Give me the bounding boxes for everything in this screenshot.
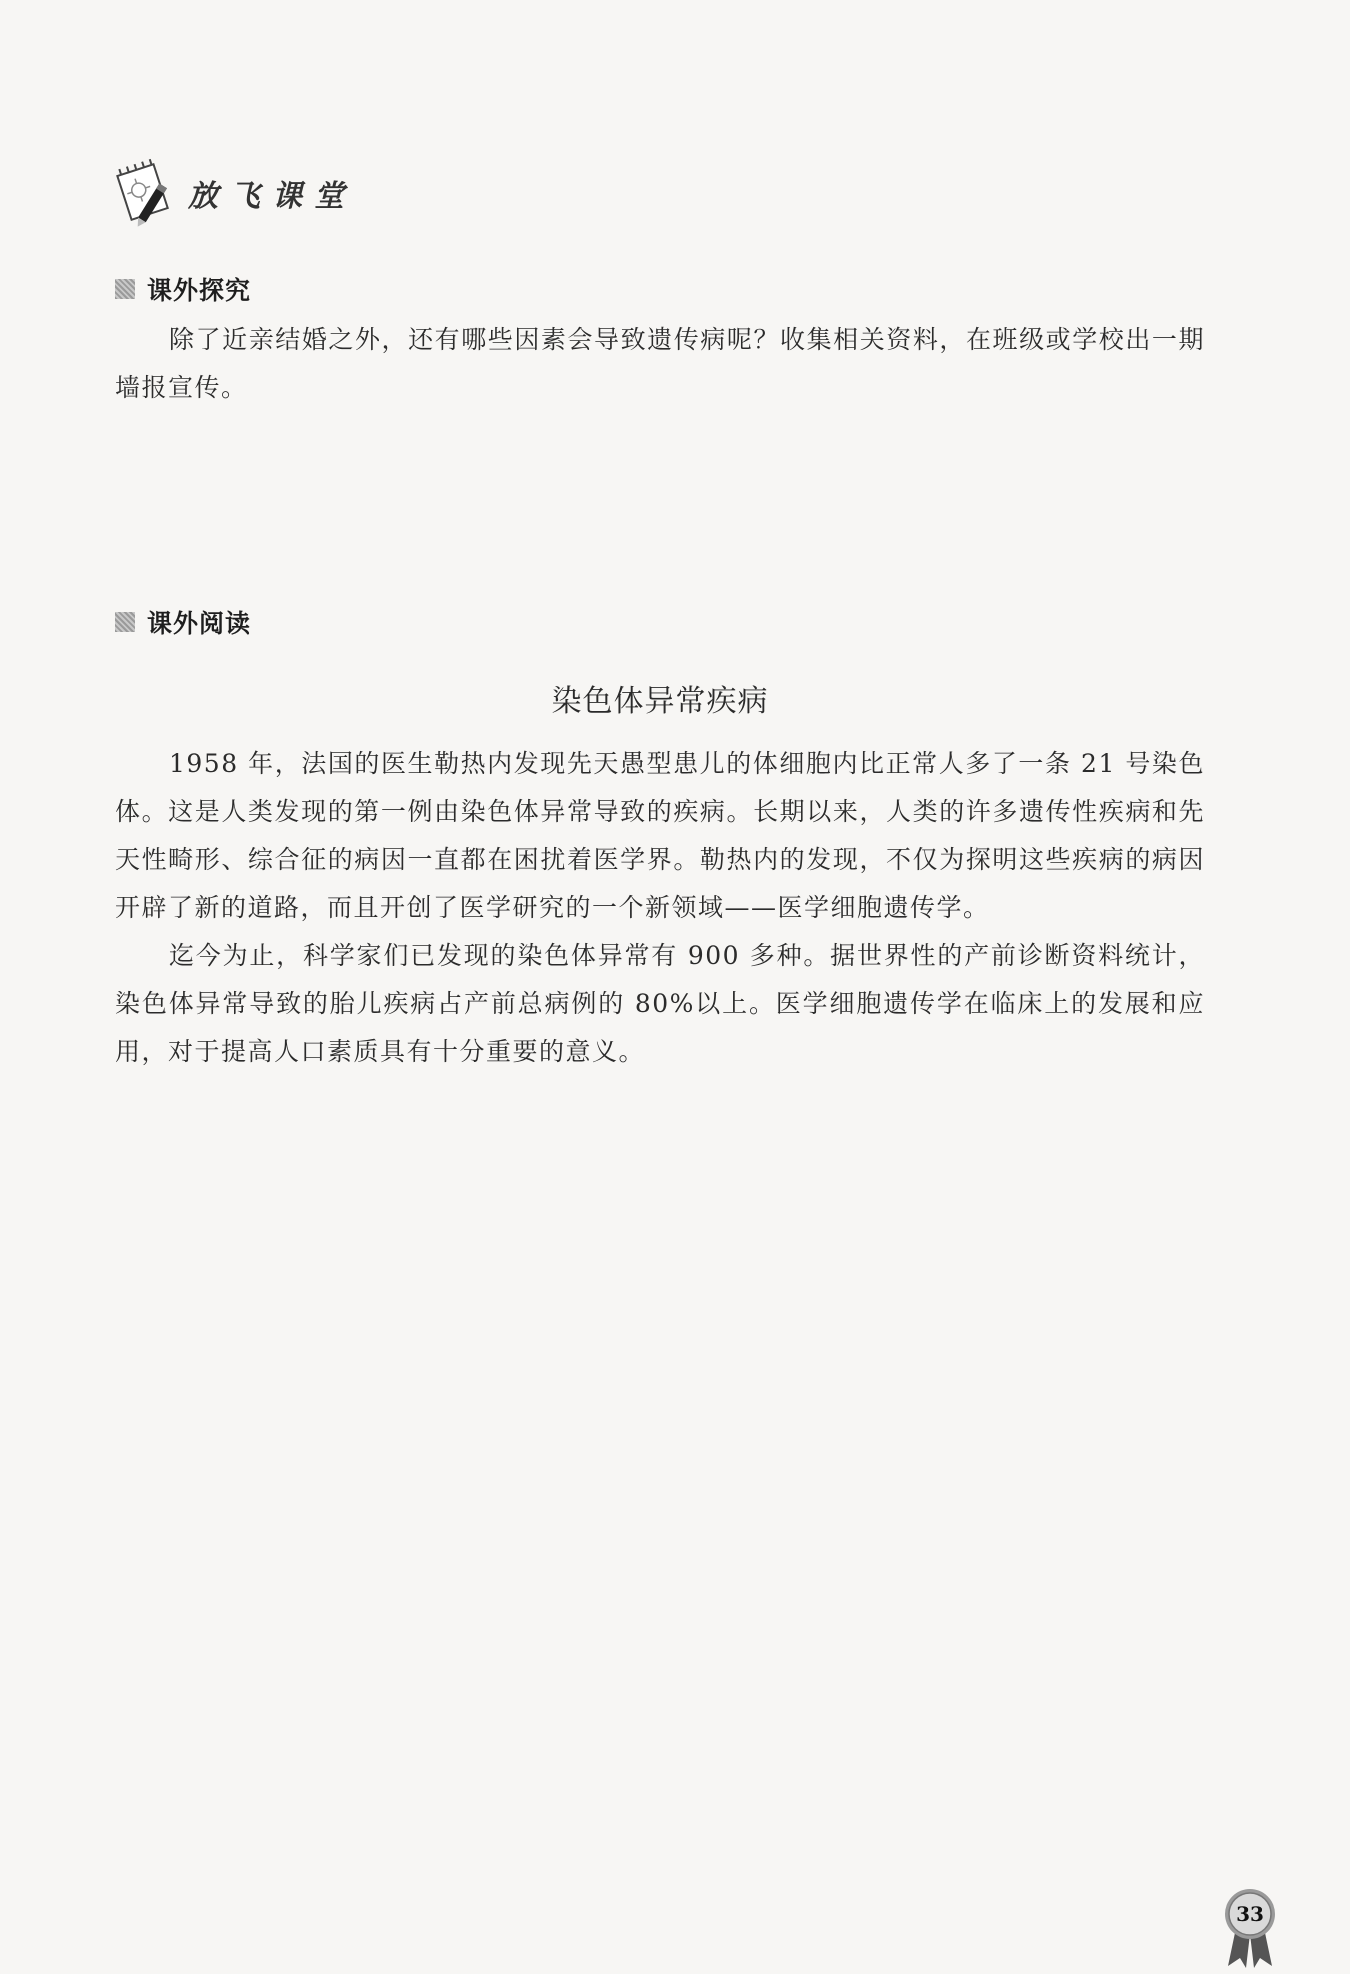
explore-heading-label: 课外探究 — [147, 276, 252, 305]
reading-paragraph-2: 迄今为止，科学家们已发现的染色体异常有 900 多种。据世界性的产前诊断资料统计，染色体异常导致的胎儿疾病占产前总病例的 80%以上。医学细胞遗传学在临床上的发展和应用，对于提高人口素质具有十分重要的意义。 — [115, 941, 1205, 1066]
explore-heading — [115, 272, 251, 306]
brand-header — [110, 158, 356, 228]
reading-heading — [115, 605, 251, 639]
pencil-notebook-icon — [110, 158, 182, 228]
page-number-badge — [1222, 1888, 1278, 1970]
reading-heading-label: 课外阅读 — [147, 609, 252, 638]
medal-ribbon-icon — [1222, 1888, 1278, 1970]
page-number: 33 — [1236, 1902, 1264, 1926]
section-marker-icon — [115, 612, 135, 632]
article-title: 染色体异常疾病 — [551, 684, 769, 719]
reading-paragraph-1: 1958 年，法国的医生勒热内发现先天愚型患儿的体细胞内比正常人多了一条 21 号染色体。这是人类发现的第一例由染色体异常导致的疾病。长期以来，人类的许多遗传性疾病和先天性畸形、综合征的病因一直都在困扰着医学界。勒热内的发现，不仅为探明这些疾病的病因开辟了新的道路，而且开创了医学研究的一个新领域——医学细胞遗传学。 — [115, 749, 1205, 922]
section-marker-icon — [115, 279, 135, 299]
brand-title: 放飞课堂 — [188, 179, 356, 214]
explore-body: 除了近亲结婚之外，还有哪些因素会导致遗传病呢？收集相关资料，在班级或学校出一期墙报宣传。 — [115, 325, 1205, 402]
